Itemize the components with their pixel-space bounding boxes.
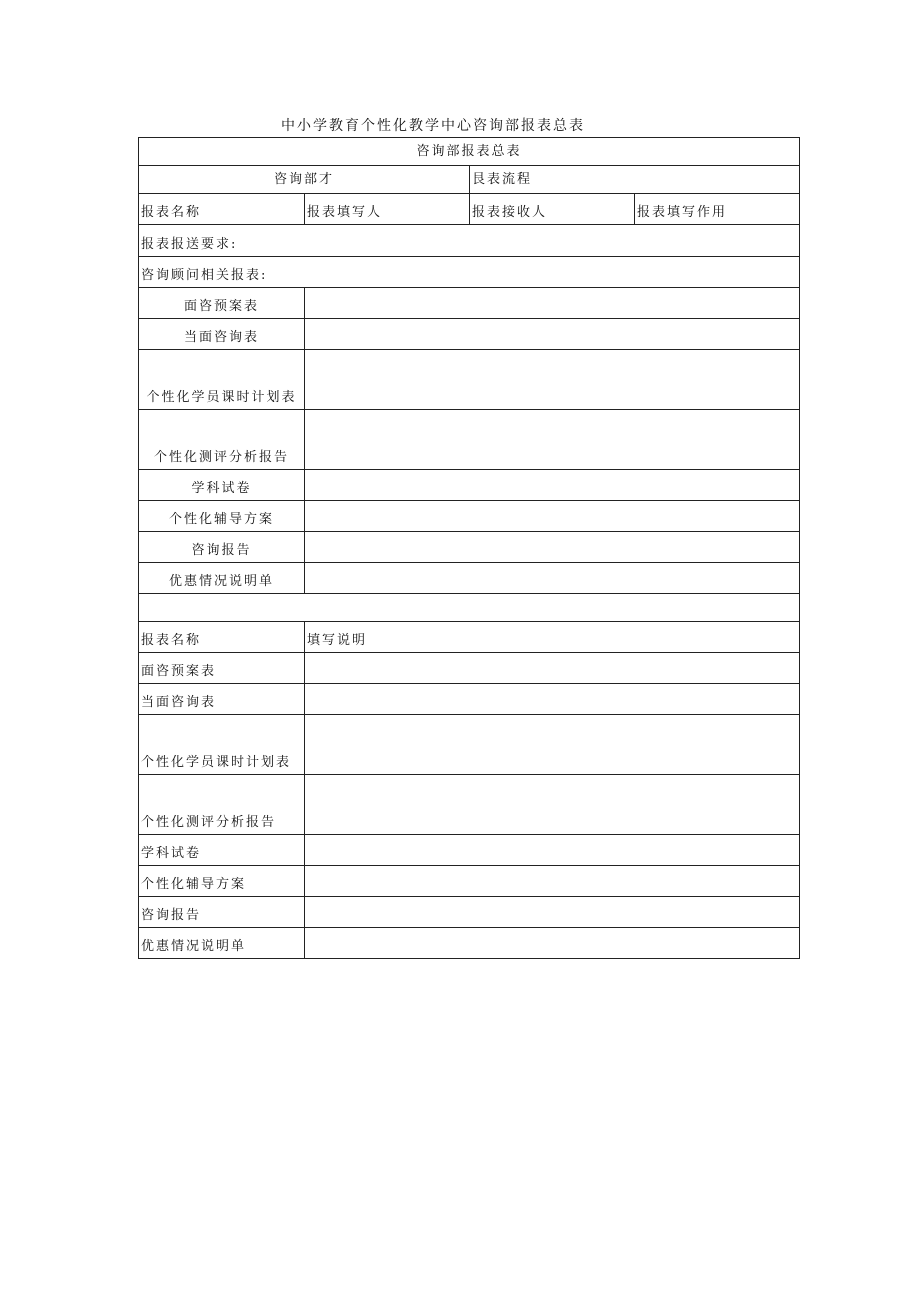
report-name-cell: 个性化学员课时计划表 bbox=[139, 350, 305, 410]
table-header: 咨询部报表总表 bbox=[139, 138, 800, 166]
table-row bbox=[139, 225, 800, 257]
report-name-cell: 优惠情况说明单 bbox=[139, 563, 305, 594]
report-value-cell bbox=[305, 288, 800, 319]
report-value-cell bbox=[305, 319, 800, 350]
dept-label: 咨询部才 bbox=[139, 166, 470, 194]
instruction-name-cell: 个性化测评分析报告 bbox=[139, 775, 305, 835]
table-row bbox=[139, 350, 800, 410]
report-value-cell bbox=[305, 350, 800, 410]
table-row bbox=[139, 319, 800, 350]
instruction-name-cell: 个性化学员课时计划表 bbox=[139, 715, 305, 775]
table-row bbox=[139, 897, 800, 928]
instruction-value-cell bbox=[305, 897, 800, 928]
report-name-cell: 个性化测评分析报告 bbox=[139, 410, 305, 470]
report-value-cell bbox=[305, 532, 800, 563]
table-row bbox=[139, 288, 800, 319]
table-row bbox=[139, 470, 800, 501]
report-value-cell bbox=[305, 501, 800, 532]
column-header: 填写说明 bbox=[305, 622, 800, 653]
report-value-cell bbox=[305, 563, 800, 594]
column-header: 报表名称 bbox=[139, 194, 305, 225]
instruction-value-cell bbox=[305, 835, 800, 866]
column-header: 报表名称 bbox=[139, 622, 305, 653]
instruction-name-cell: 咨询报告 bbox=[139, 897, 305, 928]
report-name-cell: 学科试卷 bbox=[139, 470, 305, 501]
instruction-name-cell: 当面咨询表 bbox=[139, 684, 305, 715]
table-row bbox=[139, 835, 800, 866]
consultant-reports-label: 咨询顾问相关报表: bbox=[139, 257, 800, 288]
instruction-name-cell: 学科试卷 bbox=[139, 835, 305, 866]
table-row bbox=[139, 622, 800, 653]
column-header: 报表填写人 bbox=[305, 194, 470, 225]
table-row bbox=[139, 166, 800, 194]
instruction-name-cell: 个性化辅导方案 bbox=[139, 866, 305, 897]
report-summary-table bbox=[138, 137, 800, 959]
table-row bbox=[139, 866, 800, 897]
table-row bbox=[139, 928, 800, 959]
table-row bbox=[139, 138, 800, 166]
table-row bbox=[139, 775, 800, 835]
report-name-cell: 面咨预案表 bbox=[139, 288, 305, 319]
instruction-name-cell: 面咨预案表 bbox=[139, 653, 305, 684]
table-row bbox=[139, 684, 800, 715]
report-value-cell bbox=[305, 410, 800, 470]
table-row bbox=[139, 715, 800, 775]
table-row bbox=[139, 501, 800, 532]
table-row bbox=[139, 653, 800, 684]
table-row bbox=[139, 194, 800, 225]
instruction-value-cell bbox=[305, 866, 800, 897]
column-header: 报表接收人 bbox=[470, 194, 635, 225]
instruction-value-cell bbox=[305, 684, 800, 715]
table-row bbox=[139, 532, 800, 563]
table-row bbox=[139, 563, 800, 594]
report-name-cell: 咨询报告 bbox=[139, 532, 305, 563]
spacer-row bbox=[139, 594, 800, 622]
table-row bbox=[139, 410, 800, 470]
report-value-cell bbox=[305, 470, 800, 501]
requirements-label: 报表报送要求: bbox=[139, 225, 800, 257]
table-row bbox=[139, 594, 800, 622]
instruction-value-cell bbox=[305, 653, 800, 684]
instruction-value-cell bbox=[305, 928, 800, 959]
table-row bbox=[139, 257, 800, 288]
flow-label: 艮表流程 bbox=[470, 166, 800, 194]
instruction-value-cell bbox=[305, 715, 800, 775]
report-name-cell: 当面咨询表 bbox=[139, 319, 305, 350]
instruction-name-cell: 优惠情况说明单 bbox=[139, 928, 305, 959]
document-title: 中小学教育个性化教学中心咨询部报表总表 bbox=[281, 118, 585, 134]
instruction-value-cell bbox=[305, 775, 800, 835]
column-header: 报表填写作用 bbox=[635, 194, 800, 225]
report-name-cell: 个性化辅导方案 bbox=[139, 501, 305, 532]
